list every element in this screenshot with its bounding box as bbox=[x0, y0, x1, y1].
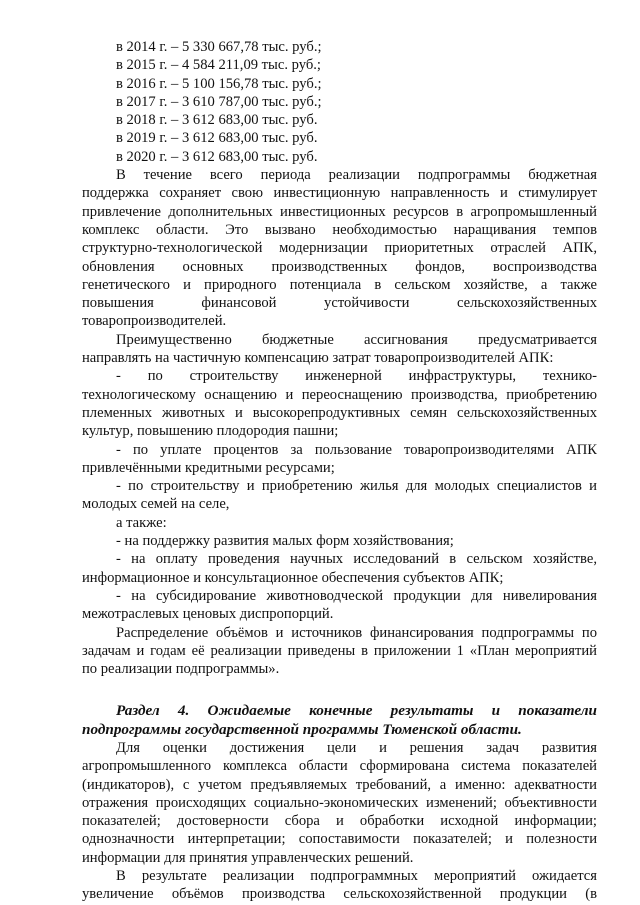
list-item bbox=[82, 367, 597, 440]
paragraph-investment bbox=[82, 166, 597, 331]
year-line: в 2015 г. – 4 584 211,09 тыс. руб.; bbox=[116, 57, 321, 74]
text-line: - по строительству инженерной инфраструктуры, технико- bbox=[116, 368, 597, 385]
text-line: повышения финансовой устойчивости сельскохозяйственных bbox=[82, 295, 597, 312]
text-line: увеличение объёмов производства сельскохозяйственной продукции (в bbox=[82, 886, 597, 903]
text-line: племенных животных и высокорепродуктивных семян сельскохозяйственных bbox=[82, 404, 597, 421]
text-line: привлечёнными кредитными ресурсами; bbox=[82, 459, 335, 476]
text-line: товаропроизводителей. bbox=[82, 313, 227, 330]
text-line: поддержка сохраняет свою инвестиционную направленность и стимулирует bbox=[82, 185, 597, 202]
text-line: Преимущественно бюджетные ассигнования предусматривается bbox=[116, 331, 597, 348]
text-line: структурно-технологической модернизации приоритетных отраслей АПК, bbox=[82, 240, 597, 257]
heading-line: Раздел 4. Ожидаемые конечные результаты и показатели bbox=[116, 702, 597, 720]
text-line: культур, повышению плодородия пашни; bbox=[82, 423, 339, 440]
list-item: - на поддержку развития малых форм хозяйствования; bbox=[116, 533, 454, 550]
text-line: - по строительству и приобретению жилья для молодых специалистов и bbox=[116, 478, 597, 495]
year-line: в 2017 г. – 3 610 787,00 тыс. руб.; bbox=[116, 93, 322, 110]
text-line: показателей; достоверности сбора и обработки исходной информации; bbox=[82, 813, 597, 830]
text-line: комплекс области. Это вызвано необходимостью наращивания темпов bbox=[82, 221, 597, 238]
text-line: однозначности интерпретации; сопоставимости показателей; и полезности bbox=[82, 831, 597, 848]
text-line: агропромышленного комплекса области сформирована система показателей bbox=[82, 758, 597, 775]
funding-by-year-list bbox=[82, 38, 597, 166]
text-line: - по уплате процентов за пользование товаропроизводителями АПК bbox=[116, 441, 597, 458]
text-line: задачам и годам её реализации приведены в приложении 1 «План мероприятий bbox=[82, 642, 597, 659]
heading-line: подпрограммы государственной программы Тюменской области. bbox=[82, 720, 522, 738]
text-line: В течение всего периода реализации подпрограммы бюджетная bbox=[116, 167, 597, 184]
text-line: информационное и консультационное обеспечения субъектов АПК; bbox=[82, 569, 504, 586]
text-line: (индикаторов), с учетом предъявляемых требований, а именно: адекватности bbox=[82, 776, 597, 793]
text-line: технологическому оснащению и переоснащению производства, приобретению bbox=[82, 386, 597, 403]
text-line: Для оценки достижения цели и решения задач развития bbox=[116, 739, 597, 756]
text-line: - на субсидирование животноводческой продукции для нивелирования bbox=[116, 587, 597, 604]
list-item bbox=[82, 587, 597, 624]
section-heading bbox=[82, 702, 597, 739]
paragraph-distribution bbox=[82, 624, 597, 679]
text-line: генетического и природного потенциала в сельском хозяйстве, а также bbox=[82, 276, 597, 293]
text-line: межотраслевых ценовых диспропорций. bbox=[82, 606, 334, 623]
text-line: привлечение дополнительных инвестиционных ресурсов в агропромышленный bbox=[82, 203, 597, 220]
text-line: В результате реализации подпрограммных мероприятий ожидается bbox=[116, 868, 597, 885]
also-label: а также: bbox=[116, 514, 167, 531]
text-line: - на оплату проведения научных исследований в сельском хозяйстве, bbox=[116, 551, 597, 568]
document-page bbox=[82, 38, 597, 904]
text-line: Распределение объёмов и источников финансирования подпрограммы по bbox=[116, 624, 597, 641]
text-line: направлять на частичную компенсацию затрат товаропроизводителей АПК: bbox=[82, 350, 554, 367]
list-item bbox=[82, 441, 597, 478]
paragraph-allocations bbox=[82, 331, 597, 368]
paragraph-indicators bbox=[82, 739, 597, 867]
year-line: в 2019 г. – 3 612 683,00 тыс. руб. bbox=[116, 130, 318, 147]
text-line: по реализации подпрограммы». bbox=[82, 661, 280, 678]
text-line: информации для принятия управленческих решений. bbox=[82, 849, 414, 866]
text-line: обновления основных производственных фондов, воспроизводства bbox=[82, 258, 597, 275]
list-item bbox=[82, 477, 597, 514]
year-line: в 2016 г. – 5 100 156,78 тыс. руб.; bbox=[116, 75, 322, 92]
year-line: в 2018 г. – 3 612 683,00 тыс. руб. bbox=[116, 112, 318, 129]
paragraph-results bbox=[82, 867, 597, 904]
text-line: отражения происходящих социально-экономических изменений; объективности bbox=[82, 794, 597, 811]
year-line: в 2014 г. – 5 330 667,78 тыс. руб.; bbox=[116, 39, 322, 55]
text-line: молодых семей на селе, bbox=[82, 496, 230, 513]
list-item bbox=[82, 550, 597, 587]
year-line: в 2020 г. – 3 612 683,00 тыс. руб. bbox=[116, 148, 318, 165]
